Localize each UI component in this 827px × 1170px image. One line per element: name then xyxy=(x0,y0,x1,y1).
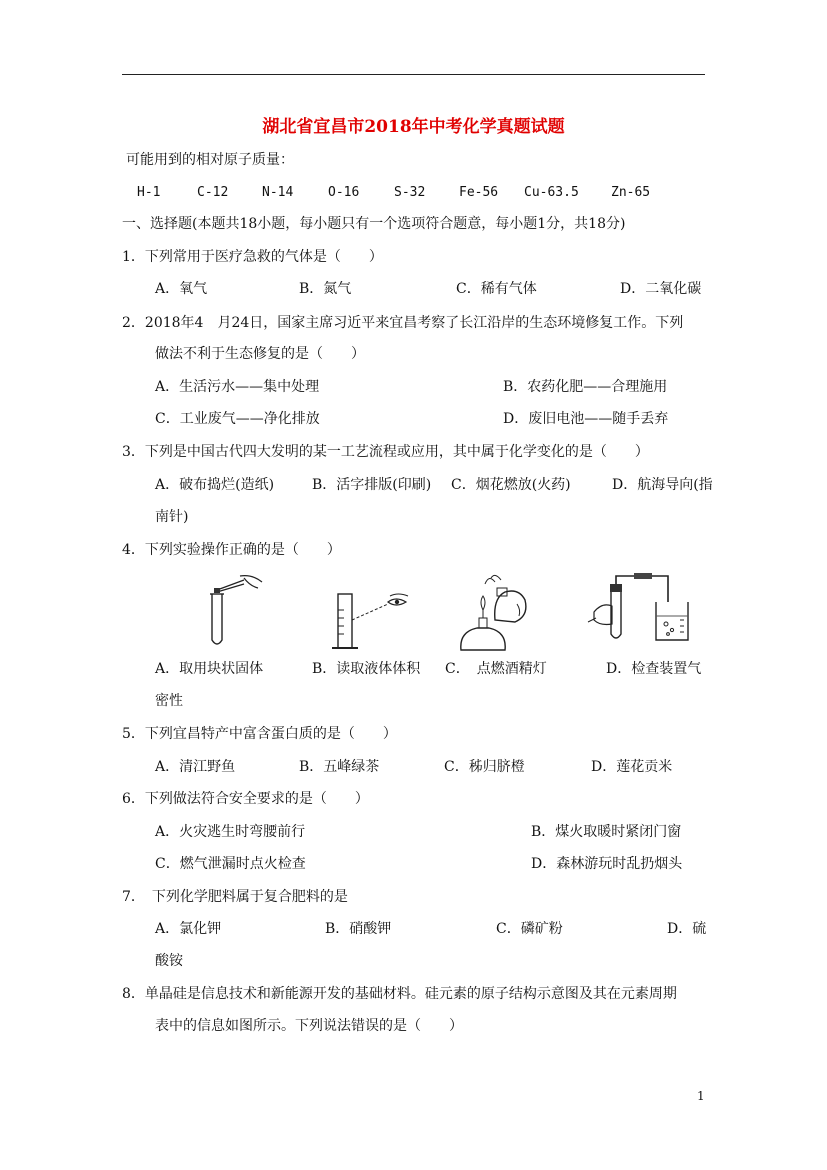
q4-option-d: D．检查装置气 xyxy=(606,661,702,677)
q7-option-d-cont: 酸铵 xyxy=(155,953,183,969)
question-6-stem: 6．下列做法符合安全要求的是（ ） xyxy=(122,791,369,807)
q5-option-b: B．五峰绿茶 xyxy=(299,759,380,775)
q6-option-c: C．燃气泄漏时点火检查 xyxy=(155,856,306,872)
q1-option-d: D．二氧化碳 xyxy=(620,281,702,297)
question-8-stem: 8．单晶硅是信息技术和新能源开发的基础材料。硅元素的原子结构示意图及其在元素周期 xyxy=(122,986,677,1002)
q5-option-a: A．清江野鱼 xyxy=(155,759,236,775)
page-title: 湖北省宜昌市2018年中考化学真题试题 xyxy=(262,117,565,137)
question-8-stem-cont: 表中的信息如图所示。下列说法错误的是（ ） xyxy=(155,1018,463,1034)
q2-option-a: A．生活污水——集中处理 xyxy=(155,379,320,395)
graduated-cylinder-eye-illustration xyxy=(330,590,420,655)
q4-option-a: A．取用块状固体 xyxy=(155,661,264,677)
question-7-stem: 7． 下列化学肥料属于复合肥料的是 xyxy=(122,889,348,905)
q3-option-c: C．烟花燃放(火药) xyxy=(451,477,571,493)
q3-option-d-cont: 南针) xyxy=(155,509,189,525)
header-rule xyxy=(122,74,705,75)
section-heading: 一、选择题(本题共18小题，每小题只有一个选项符合题意，每小题1分，共18分) xyxy=(122,216,626,232)
q4-option-b: B．读取液体体积 xyxy=(312,661,421,677)
q7-option-a: A．氯化钾 xyxy=(155,921,222,937)
q3-option-a: A．破布捣烂(造纸) xyxy=(155,477,275,493)
q5-option-c: C．秭归脐橙 xyxy=(444,759,525,775)
q2-option-d: D．废旧电池——随手丢弃 xyxy=(503,411,669,427)
tweezers-test-tube-illustration xyxy=(200,572,270,652)
q1-option-a: A．氧气 xyxy=(155,281,208,297)
q3-option-d: D．航海导向(指 xyxy=(612,477,713,493)
atomic-mass-h: H-1 xyxy=(137,185,161,200)
atomic-mass-o: O-16 xyxy=(328,185,360,200)
q1-option-b: B．氮气 xyxy=(299,281,352,297)
q4-option-c: C． 点燃酒精灯 xyxy=(445,661,547,677)
q6-option-d: D．森林游玩时乱扔烟头 xyxy=(531,856,683,872)
q3-option-b: B．活字排版(印刷) xyxy=(312,477,432,493)
question-4-stem: 4．下列实验操作正确的是（ ） xyxy=(122,542,341,558)
alcohol-lamp-illustration xyxy=(455,570,535,656)
q6-option-a: A．火灾逃生时弯腰前行 xyxy=(155,824,306,840)
q2-option-b: B．农药化肥——合理施用 xyxy=(503,379,668,395)
q5-option-d: D．莲花贡米 xyxy=(591,759,673,775)
atomic-mass-label: 可能用到的相对原子质量： xyxy=(126,152,294,168)
atomic-mass-s: S-32 xyxy=(394,185,426,200)
q7-option-d: D．硫 xyxy=(667,921,707,937)
question-5-stem: 5．下列宜昌特产中富含蛋白质的是（ ） xyxy=(122,726,397,742)
atomic-mass-cu: Cu-63.5 xyxy=(524,185,579,200)
question-1-stem: 1．下列常用于医疗急救的气体是（ ） xyxy=(122,249,383,265)
q4-option-d-cont: 密性 xyxy=(155,693,183,709)
q6-option-b: B．煤火取暖时紧闭门窗 xyxy=(531,824,682,840)
atomic-mass-zn: Zn-65 xyxy=(611,185,651,200)
question-2-stem: 2．2018年4 月24日，国家主席习近平来宜昌考察了长江沿岸的生态环境修复工作。下列 xyxy=(122,315,684,331)
question-2-stem-cont: 做法不利于生态修复的是（ ） xyxy=(155,346,365,362)
airtightness-check-illustration xyxy=(584,572,704,644)
atomic-mass-c: C-12 xyxy=(197,185,229,200)
q1-option-c: C．稀有气体 xyxy=(456,281,537,297)
q2-option-c: C．工业废气——净化排放 xyxy=(155,411,320,427)
page-number: 1 xyxy=(697,1089,705,1103)
q7-option-b: B．硝酸钾 xyxy=(325,921,392,937)
atomic-mass-fe: Fe-56 xyxy=(459,185,499,200)
atomic-mass-n: N-14 xyxy=(262,185,294,200)
question-3-stem: 3．下列是中国古代四大发明的某一工艺流程或应用，其中属于化学变化的是（ ） xyxy=(122,444,649,460)
q7-option-c: C．磷矿粉 xyxy=(496,921,563,937)
